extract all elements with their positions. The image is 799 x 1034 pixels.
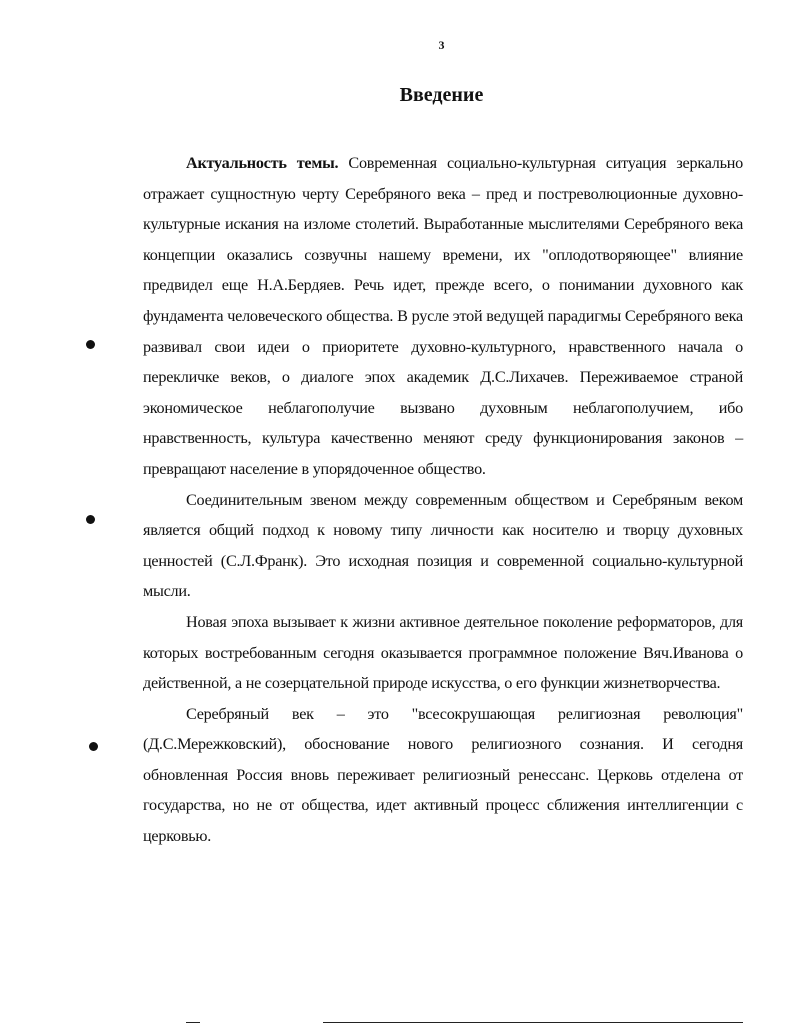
footer-rule-short [186, 1022, 200, 1023]
page-number: 3 [438, 38, 445, 52]
paragraph-text: Современная социально-культурная ситуация зеркально отражает сущностную черту Серебряного века – пред и постреволюционные духовно-культурные искания на изломе столетий. Выработанные мыслителями Серебряного века концепции оказались созвучны нашему времени, их "оплодотворяющее" влияние предвидел еще Н.А.Бердяев. Речь идет, прежде всего, о понимании духовного как фундамента человеческого общества. В русле этой ведущей парадигмы Серебряного века развивал свои идеи о приоритете духовно-культурного, нравственного начала о перекличке веков, о диалоге эпох академик Д.С.Лихачев. Переживаемое страной экономическое неблагополучие вызвано духовным неблагополучием, ибо нравственность, культура качественно меняют среду функционирования законов – превращают население в упорядоченное общество. [143, 154, 743, 478]
paragraph-3: Новая эпоха вызывает к жизни активное деятельное поколение реформаторов, для которых востребованным сегодня оказывается программное положение Вяч.Иванова о действенной, а не созерцательной природе искусства, о его функции жизнетворчества. [143, 612, 743, 693]
body-text [143, 148, 743, 852]
margin-dot-mark [89, 742, 98, 751]
paragraph-2: Соединительным звеном между современным обществом и Серебряным веком является общий подход к новому типу личности как носителю и творцу духовных ценностей (С.Л.Франк). Это исходная позиция и современной социально-культурной мысли. [143, 490, 743, 601]
margin-dot-mark [86, 340, 95, 349]
page-title: Введение [399, 84, 484, 106]
footer-rule-long [323, 1022, 743, 1023]
paragraph-1 [143, 148, 743, 485]
paragraph-4: Серебряный век – это "всесокрушающая религиозная революция" (Д.С.Мережковский), обоснование нового религиозного сознания. И сегодня обновленная Россия вновь переживает религиозный ренессанс. Церковь отделена от государства, но не от общества, идет активный процесс сближения интеллигенции с церковью. [143, 704, 743, 846]
paragraph-lead: Актуальность темы. [186, 154, 339, 172]
margin-dot-mark [86, 515, 95, 524]
